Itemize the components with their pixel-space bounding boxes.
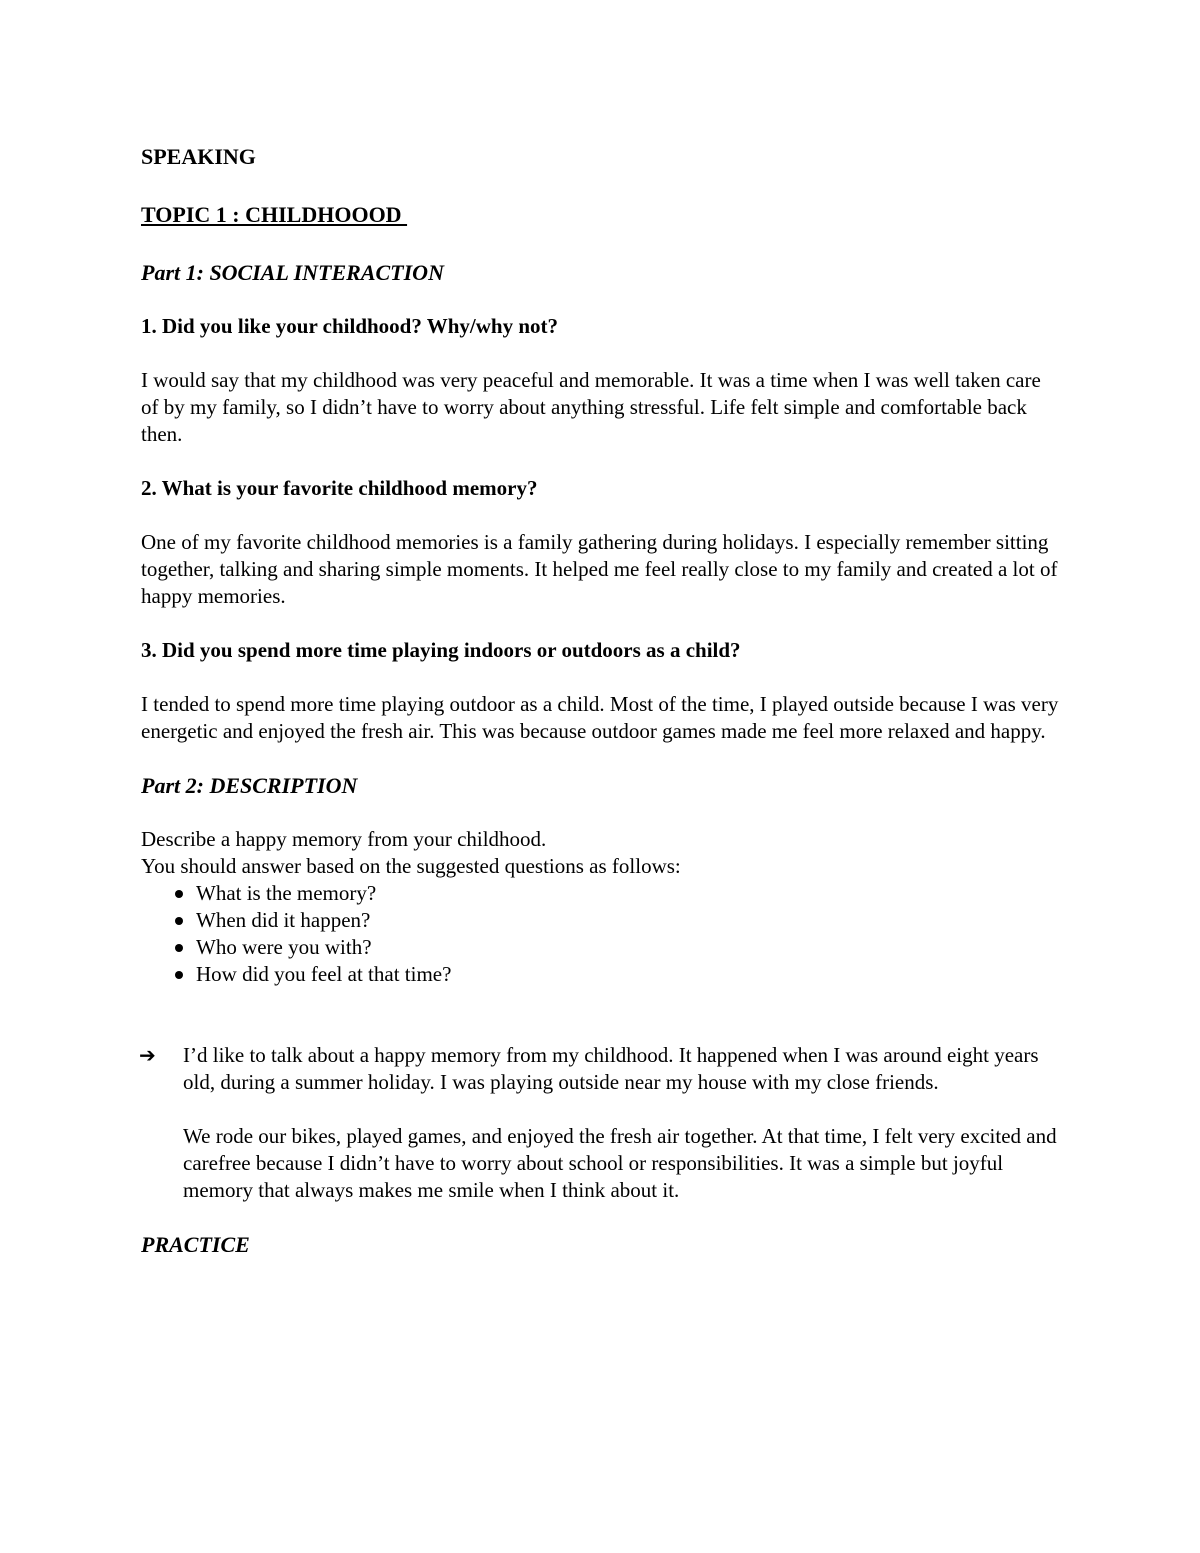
bullet-icon <box>175 890 183 898</box>
answer-1: I would say that my childhood was very peaceful and memorable. It was a time when I was well taken care of by my family, so I didn’t have to worry about anything stressful. Life felt simple and comfortable back then. <box>141 368 1041 446</box>
list-item <box>141 907 1061 934</box>
list-item <box>141 961 1061 988</box>
sample-answer-paragraph-1: I’d like to talk about a happy memory from my childhood. It happened when I was around eight years old, during a summer holiday. I was playing outside near my house with my close friends. <box>183 1043 1039 1094</box>
bullet-icon <box>175 971 183 979</box>
question-1: 1. Did you like your childhood? Why/why not? <box>141 314 559 338</box>
topic-title-text: TOPIC 1 : CHILDHOOOD <box>141 202 408 227</box>
question-2: 2. What is your favorite childhood memory? <box>141 476 538 500</box>
list-item-text: Who were you with? <box>196 935 372 959</box>
sample-answer-paragraph-2: We rode our bikes, played games, and enjoyed the fresh air together. At that time, I felt very excited and carefree because I didn’t have to worry about school or responsibilities. It was a simple but joyful memory that always makes me smile when I think about it. <box>183 1124 1057 1202</box>
document-content <box>141 143 1061 1285</box>
answer-2: One of my favorite childhood memories is a family gathering during holidays. I especially remember sitting together, talking and sharing simple moments. It helped me feel really close to my family and created a lot of happy memories. <box>141 530 1058 608</box>
part1-title: Part 1: SOCIAL INTERACTION <box>141 260 444 285</box>
list-item-text: When did it happen? <box>196 908 371 932</box>
list-item <box>141 880 1061 907</box>
practice-title: PRACTICE <box>141 1232 250 1257</box>
topic-title <box>141 201 1061 229</box>
bullet-icon <box>175 917 183 925</box>
suggested-questions-list <box>141 880 1061 988</box>
list-item-text: What is the memory? <box>196 881 377 905</box>
question-3: 3. Did you spend more time playing indoors or outdoors as a child? <box>141 638 741 662</box>
bullet-icon <box>175 944 183 952</box>
list-item-text: How did you feel at that time? <box>196 962 452 986</box>
list-item <box>141 934 1061 961</box>
answer-3: I tended to spend more time playing outdoor as a child. Most of the time, I played outside because I was very energetic and enjoyed the fresh air. This was because outdoor games made me feel more relaxed and happy. <box>141 692 1059 743</box>
part2-title: Part 2: DESCRIPTION <box>141 773 358 798</box>
part2-prompt: Describe a happy memory from your childhood. <box>141 827 547 851</box>
sample-answer <box>141 1042 1061 1204</box>
part2-instruction: You should answer based on the suggested questions as follows: <box>141 854 681 878</box>
arrow-right-icon: ➔ <box>139 1043 156 1067</box>
page-heading: SPEAKING <box>141 144 256 169</box>
